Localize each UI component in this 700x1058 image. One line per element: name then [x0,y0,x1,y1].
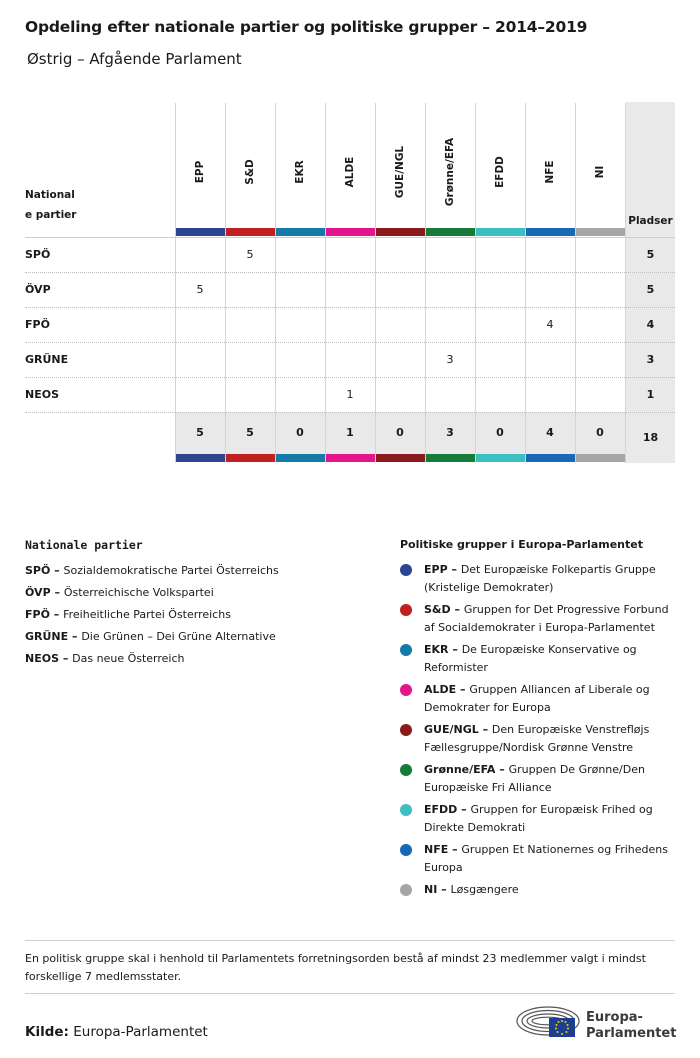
national-party-item [25,564,279,577]
group-color-dot-icon [400,604,412,616]
group-text [424,841,674,877]
row-party-name: FPÖ [25,318,50,331]
legend-separator: – [448,843,462,856]
column-color-bar-bottom [276,454,325,462]
table-cell-value: 5 [196,283,204,296]
column-header-label: S&D [244,159,256,185]
group-abbr: S&D [424,603,451,616]
column-color-bar [226,228,275,236]
column-header-label: EKR [294,160,306,184]
table-cell-value: 4 [546,318,554,331]
group-text [424,881,674,899]
national-party-item [25,586,214,599]
national-party-abbr: ÖVP [25,586,51,599]
group-name: Gruppen Et Nationernes og Frihedens Europa [424,843,668,874]
legend-separator: – [448,643,462,656]
group-name: Gruppen Alliancen af Liberale og Demokrater for Europa [424,683,650,714]
group-color-dot-icon [400,844,412,856]
national-party-item [25,652,185,665]
footnote-top-rule [25,940,675,941]
legend-separator: – [59,652,73,665]
group-legend-title: Politiske grupper i Europa-Parlamentet [400,538,643,551]
column-color-bar-bottom [576,454,625,462]
column-total: 0 [296,426,304,439]
national-party-name: Österreichische Volkspartei [63,586,214,599]
group-color-dot-icon [400,724,412,736]
group-color-dot-icon [400,884,412,896]
grand-total: 18 [642,431,659,444]
column-color-bar-bottom [526,454,575,462]
legend-separator: – [68,630,82,643]
row-header-line2: e partier [25,209,77,221]
column-color-bar [476,228,525,236]
national-party-abbr: GRÜNE [25,630,69,643]
column-header [575,112,625,222]
national-party-name: Sozialdemokratische Partei Österreichs [63,564,279,577]
table-cell-value: 5 [246,248,254,261]
national-party-abbr: NEOS [25,652,59,665]
row-rule [25,377,675,378]
column-total: 1 [346,426,354,439]
column-color-bar [276,228,325,236]
row-rule [25,412,675,413]
legend-separator: – [456,683,470,696]
column-header-label: NI [594,165,606,179]
column-header-label: ALDE [344,156,356,188]
column-total: 0 [396,426,404,439]
column-total: 0 [496,426,504,439]
row-party-name: NEOS [25,388,59,401]
group-color-dot-icon [400,564,412,576]
group-name: Løsgængere [450,883,519,896]
row-header-line1: National [25,189,75,201]
national-party-item [25,630,276,643]
row-rule [25,307,675,308]
group-text [424,641,674,677]
national-party-abbr: FPÖ [25,608,50,621]
parliament-logo-text [586,1010,676,1042]
legend-separator: – [457,803,471,816]
column-color-bar-bottom [226,454,275,462]
column-color-bar-bottom [326,454,375,462]
group-name: Det Europæiske Folkepartis Gruppe (Kristelige Demokrater) [424,563,656,594]
column-color-bar [326,228,375,236]
group-name: Gruppen for Det Progressive Forbund af Socialdemokrater i Europa-Parlamentet [424,603,669,634]
group-name: Gruppen De Grønne/Den Europæiske Fri Alliance [424,763,645,794]
column-header-label: EPP [194,160,206,184]
logo-line1: Europa- [586,1010,643,1025]
group-text [424,681,674,717]
logo-line2: Parlamentet [586,1026,677,1041]
group-abbr: NI [424,883,438,896]
group-text [424,761,674,797]
group-color-dot-icon [400,804,412,816]
legend-separator: – [478,723,492,736]
row-rule [25,342,675,343]
column-header-label: NFE [544,160,556,184]
group-abbr: EPP [424,563,448,576]
legend-separator: – [437,883,451,896]
source-text: Europa-Parlamentet [73,1024,208,1040]
column-color-bar-bottom [426,454,475,462]
group-text [424,601,674,637]
group-color-dot-icon [400,684,412,696]
group-abbr: ALDE [424,683,457,696]
group-color-dot-icon [400,644,412,656]
source-label: Kilde: [25,1024,69,1040]
column-total: 5 [196,426,204,439]
national-party-name: Die Grünen – Dei Grüne Alternative [81,630,276,643]
column-header-label: EFDD [494,156,506,188]
column-header [325,112,375,222]
column-color-bar [576,228,625,236]
column-header [175,112,225,222]
row-seat-total: 1 [646,388,655,401]
column-header [425,112,475,222]
group-color-dot-icon [400,764,412,776]
column-header [375,112,425,222]
column-color-bar [176,228,225,236]
group-name: Gruppen for Europæisk Frihed og Direkte Demokrati [424,803,653,834]
column-header-label: Grønne/EFA [444,137,456,207]
national-party-name: Das neue Österreich [72,652,185,665]
national-legend-title: Nationale partier [25,538,143,552]
seats-header: Pladser [628,215,673,227]
column-header-label: GUE/NGL [394,145,406,199]
group-abbr: NFE [424,843,449,856]
legend-separator: – [50,564,64,577]
column-total: 0 [596,426,604,439]
chart-title: Opdeling efter nationale partier og politiske grupper – 2014–2019 [25,18,588,36]
column-color-bar [526,228,575,236]
source-line [25,1024,208,1040]
footnote: En politisk gruppe skal i henhold til Parlamentets forretningsorden bestå af mindst 23 medlemmer valgt i mindst forskellige 7 medlemsstater. [25,952,646,983]
row-rule [25,272,675,273]
row-seat-total: 5 [646,248,655,261]
column-total: 4 [546,426,554,439]
row-seat-total: 3 [646,353,655,366]
group-abbr: GUE/NGL [424,723,479,736]
table-cell-value: 1 [346,388,354,401]
column-header [475,112,525,222]
row-party-name: ÖVP [25,283,51,296]
column-header [525,112,575,222]
national-party-abbr: SPÖ [25,564,51,577]
chart-subtitle: Østrig – Afgående Parlament [27,50,242,68]
legend-separator: – [447,563,461,576]
row-seat-total: 4 [646,318,655,331]
seat-table [0,0,700,470]
national-party-item [25,608,231,621]
group-abbr: EKR [424,643,449,656]
legend-separator: – [450,603,464,616]
column-color-bar-bottom [376,454,425,462]
row-seat-total: 5 [646,283,655,296]
parliament-logo-icon [515,1003,581,1043]
group-abbr: Grønne/EFA [424,763,496,776]
header-rule [25,237,675,238]
column-color-bar-bottom [176,454,225,462]
column-color-bar-bottom [476,454,525,462]
column-color-bar [426,228,475,236]
group-name: Den Europæiske Venstrefløjs Fællesgruppe/Nordisk Grønne Venstre [424,723,650,754]
group-text [424,801,674,837]
footnote-bottom-rule [25,993,675,994]
column-total: 5 [246,426,254,439]
national-party-name: Freiheitliche Partei Österreichs [63,608,231,621]
group-text [424,721,674,757]
legend-separator: – [49,608,64,621]
legend-separator: – [495,763,509,776]
row-party-name: SPÖ [25,248,51,261]
group-text [424,561,674,597]
column-header [225,112,275,222]
column-color-bar [376,228,425,236]
column-header [275,112,325,222]
column-total: 3 [446,426,454,439]
table-cell-value: 3 [446,353,454,366]
group-abbr: EFDD [424,803,458,816]
legend-separator: – [50,586,64,599]
group-name: De Europæiske Konservative og Reformister [424,643,637,674]
row-party-name: GRÜNE [25,353,69,366]
